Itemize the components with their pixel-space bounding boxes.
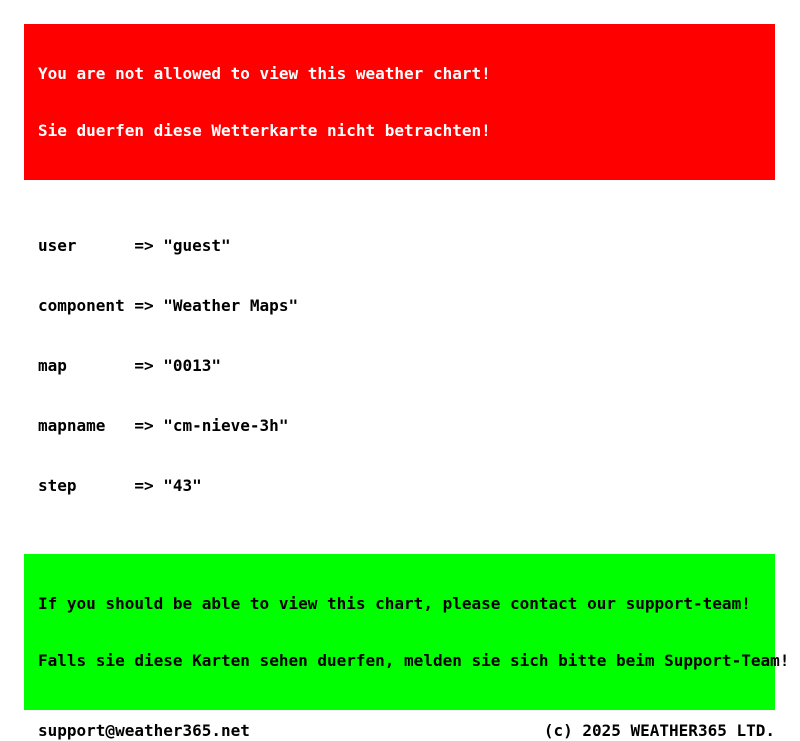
kv-key: user [38,236,77,255]
kv-arrow: => [134,356,154,375]
access-denied-banner [24,24,775,180]
kv-key: mapname [38,416,106,435]
kv-arrow: => [134,296,154,315]
kv-value: "Weather Maps" [163,296,299,315]
kv-key: component [38,296,125,315]
support-info-banner [24,554,790,710]
kv-row-map [38,356,775,376]
support-info-message-en: If you should be able to view this chart, please contact our support-team! [38,594,751,613]
access-denied-message-de: Sie duerfen diese Wetterkarte nicht betrachten! [38,121,491,140]
footer [38,721,775,741]
access-denied-message-en: You are not allowed to view this weather chart! [38,64,491,83]
kv-arrow: => [134,416,154,435]
kv-key: step [38,476,77,495]
kv-arrow: => [134,476,154,495]
kv-row-step [38,476,775,496]
kv-value: "cm-nieve-3h" [163,416,289,435]
kv-row-mapname [38,416,775,436]
kv-value: "43" [163,476,202,495]
copyright-text: (c) 2025 WEATHER365 LTD. [543,721,775,740]
error-page [0,24,800,740]
kv-key: map [38,356,67,375]
support-info-message-de: Falls sie diese Karten sehen duerfen, melden sie sich bitte beim Support-Team! [38,651,790,670]
kv-value: "guest" [163,236,231,255]
kv-value: "0013" [163,356,222,375]
kv-row-user [38,236,775,256]
request-details-block [38,196,775,536]
kv-row-component [38,296,775,316]
support-email-link[interactable]: support@weather365.net [38,721,250,740]
kv-arrow: => [134,236,154,255]
